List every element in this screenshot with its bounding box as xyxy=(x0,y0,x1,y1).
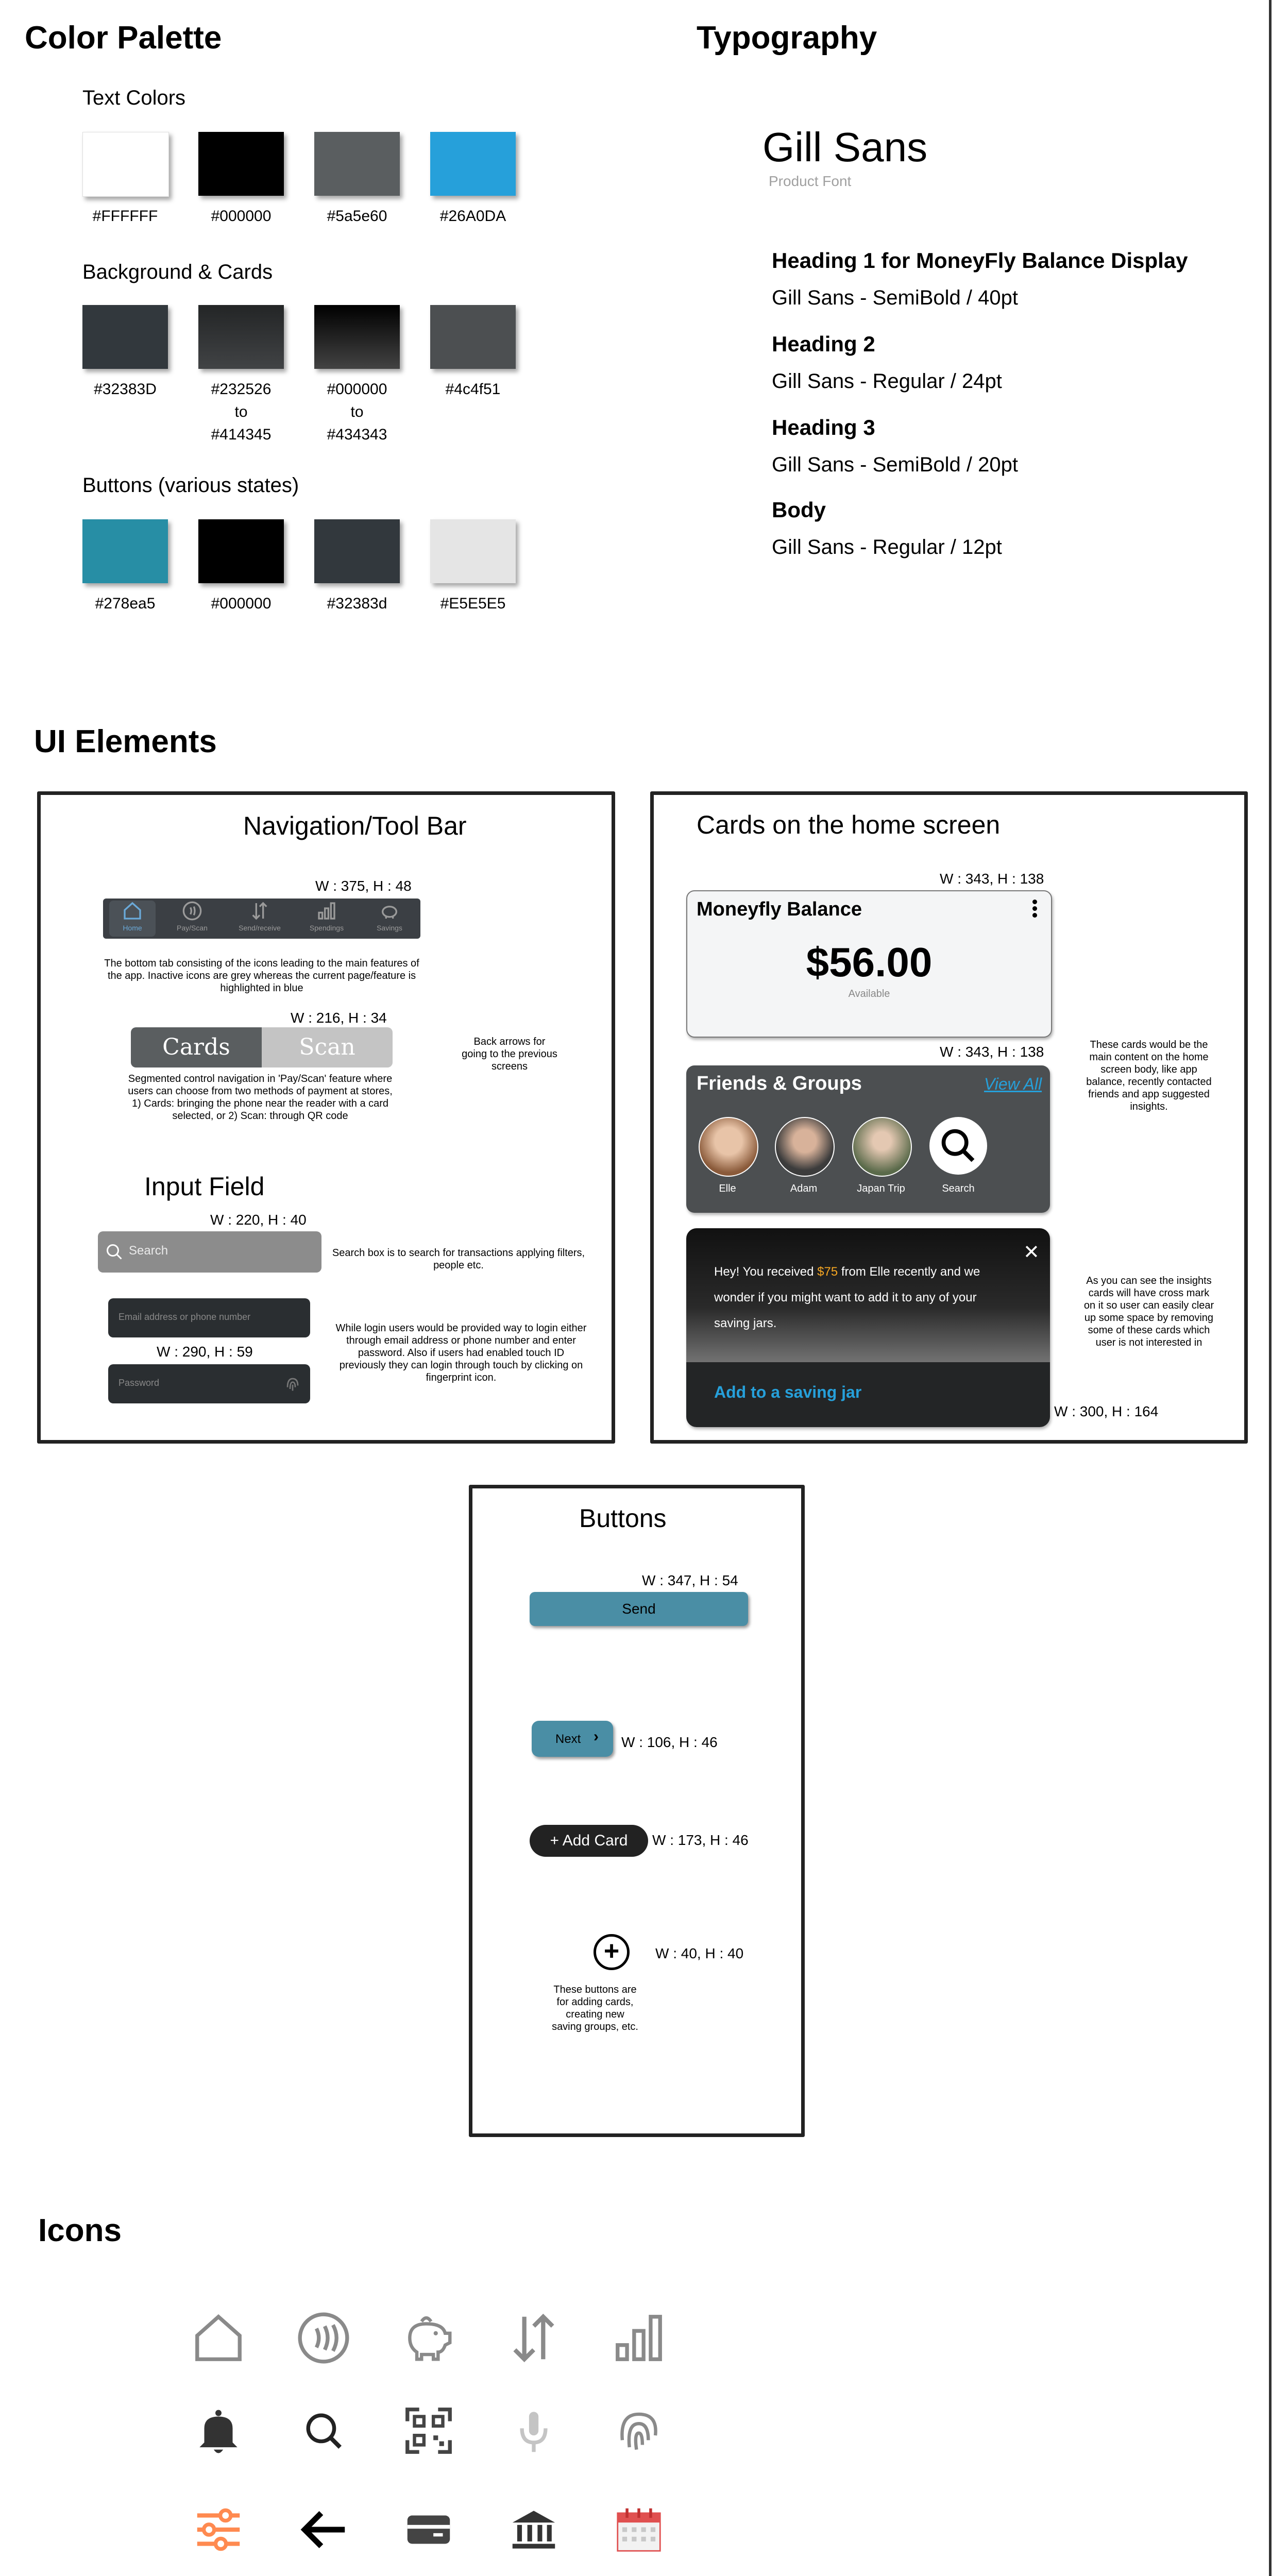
card-icon xyxy=(398,2499,460,2561)
email-placeholder: Email address or phone number xyxy=(118,1312,251,1322)
tab-pay-scan[interactable] xyxy=(170,901,214,932)
balance-card[interactable] xyxy=(686,890,1052,1038)
dimension-label: W : 347, H : 54 xyxy=(642,1572,738,1588)
swatch-label: #000000 xyxy=(211,595,272,612)
font-name: Gill Sans xyxy=(762,124,928,170)
more-options-icon[interactable] xyxy=(1029,897,1040,920)
dimension-label: W : 106, H : 46 xyxy=(621,1734,718,1750)
cards-note: These cards would be the main content on the home screen body, like app balance, recently contacted friends and app suggested insights. xyxy=(1086,1039,1212,1112)
search-placeholder: Search xyxy=(129,1244,168,1258)
swatch-label: #4c4f51 xyxy=(445,381,501,398)
swatch-label: #FFFFFF xyxy=(92,208,158,225)
typo-heading: Heading 2 xyxy=(772,332,875,356)
email-field[interactable] xyxy=(108,1298,310,1337)
chevron-right-icon: › xyxy=(594,1728,599,1745)
buttons-states-label: Buttons (various states) xyxy=(82,474,299,497)
swatch-label: #26A0DA xyxy=(439,208,506,225)
qr-code-icon xyxy=(398,2400,460,2462)
plus-button[interactable]: + xyxy=(594,1934,630,1970)
typo-spec: Gill Sans - SemiBold / 20pt xyxy=(772,453,1018,476)
friends-title: Friends & Groups xyxy=(697,1073,862,1094)
swatch-light xyxy=(430,519,516,583)
swatch-label: #000000 xyxy=(211,208,272,225)
tab-label: Savings xyxy=(377,924,402,932)
send-button[interactable]: Send xyxy=(530,1592,748,1626)
swatch-teal xyxy=(82,519,168,583)
input-field-title: Input Field xyxy=(144,1172,265,1201)
typo-spec: Gill Sans - Regular / 12pt xyxy=(772,536,1002,558)
microphone-icon xyxy=(503,2400,565,2462)
swatch-black xyxy=(198,519,284,583)
transfer-arrows-icon xyxy=(503,2307,565,2369)
background-cards-label: Background & Cards xyxy=(82,261,273,283)
tab-label: Pay/Scan xyxy=(177,924,208,932)
bar-chart-icon xyxy=(608,2307,670,2369)
typo-heading: Body xyxy=(772,498,826,522)
dimension-label: W : 300, H : 164 xyxy=(1054,1403,1159,1419)
typography-title: Typography xyxy=(697,20,877,56)
swatch-label: #278ea5 xyxy=(95,595,156,612)
avatar[interactable] xyxy=(775,1117,835,1177)
bell-icon xyxy=(188,2400,249,2462)
next-button[interactable] xyxy=(532,1721,613,1757)
tab-spendings[interactable] xyxy=(301,901,352,932)
search-icon xyxy=(105,1243,124,1261)
insight-card xyxy=(686,1228,1050,1427)
swatch-label: #000000 to #434343 xyxy=(327,381,387,443)
dimension-label: W : 173, H : 46 xyxy=(652,1832,749,1848)
segment-scan[interactable]: Scan xyxy=(262,1027,393,1067)
next-label: Next xyxy=(555,1732,581,1746)
search-note: Search box is to search for transactions applying filters, people etc. xyxy=(332,1247,585,1271)
plus-note: These buttons are for adding cards, creating new saving groups, etc. xyxy=(552,1984,638,2032)
fingerprint-icon xyxy=(608,2400,670,2462)
avatar[interactable] xyxy=(852,1117,912,1177)
home-icon xyxy=(188,2307,249,2369)
friend-name: Search xyxy=(942,1183,975,1194)
nav-box-title: Navigation/Tool Bar xyxy=(243,811,467,840)
swatch-gradient-grey xyxy=(198,305,284,369)
swatch-gradient-black xyxy=(314,305,400,369)
close-icon[interactable]: ✕ xyxy=(1023,1242,1040,1263)
ui-elements-title: UI Elements xyxy=(34,724,217,759)
friend-name: Japan Trip xyxy=(857,1183,905,1194)
transfer-arrows-icon xyxy=(249,901,270,921)
search-icon xyxy=(939,1126,978,1165)
tab-home[interactable] xyxy=(110,901,155,932)
dimension-label: W : 220, H : 40 xyxy=(210,1212,307,1228)
typo-spec: Gill Sans - Regular / 24pt xyxy=(772,370,1002,393)
swatch-white xyxy=(82,132,169,197)
add-card-button[interactable]: + Add Card xyxy=(530,1825,648,1857)
swatch-dark xyxy=(82,305,168,369)
fingerprint-icon[interactable] xyxy=(282,1374,303,1394)
password-placeholder: Password xyxy=(118,1378,160,1388)
dimension-label: W : 375, H : 48 xyxy=(315,878,412,894)
avatar[interactable] xyxy=(699,1117,758,1177)
swatch-blue xyxy=(430,132,516,196)
tab-label: Send/receive xyxy=(239,924,281,932)
add-to-jar-button[interactable]: Add to a saving jar xyxy=(714,1383,862,1401)
dimension-label: W : 343, H : 138 xyxy=(940,871,1044,887)
balance-title: Moneyfly Balance xyxy=(697,899,862,920)
text-colors-label: Text Colors xyxy=(82,87,186,109)
segment-cards[interactable]: Cards xyxy=(131,1027,262,1067)
balance-caption: Available xyxy=(848,988,890,999)
dimension-label: W : 40, H : 40 xyxy=(655,1945,744,1961)
swatch-label: #32383d xyxy=(327,595,387,612)
search-friends-button[interactable] xyxy=(929,1117,987,1175)
tab-savings[interactable] xyxy=(364,901,415,932)
swatch-dark xyxy=(314,519,400,583)
swatch-black xyxy=(198,132,284,196)
insight-note: As you can see the insights cards will have cross mark on it so user can easily clear up some space by removing some of these cards which user is not interested in xyxy=(1083,1275,1214,1348)
cards-box-title: Cards on the home screen xyxy=(697,810,1001,839)
typo-heading: Heading 1 for MoneyFly Balance Display xyxy=(772,248,1188,273)
dimension-label: W : 290, H : 59 xyxy=(157,1344,253,1360)
login-note: While login users would be provided way to login either through email address or phone number and enter password. Also if users had enabled touch ID previously they can login through touch by clicking on fingerprint icon. xyxy=(335,1323,587,1383)
typo-spec: Gill Sans - SemiBold / 40pt xyxy=(772,286,1018,309)
search-input[interactable] xyxy=(98,1231,321,1273)
buttons-box xyxy=(469,1485,805,2137)
swatch-label: #E5E5E5 xyxy=(440,595,506,612)
piggy-bank-icon xyxy=(379,901,400,921)
insight-message: Hey! You received $75 from Elle recently and we wonder if you might want to add it to any of your saving jars. xyxy=(714,1265,980,1330)
piggy-bank-icon xyxy=(398,2307,460,2369)
tab-label: Home xyxy=(123,924,142,932)
dimension-label: W : 343, H : 138 xyxy=(940,1044,1044,1060)
palette-title: Color Palette xyxy=(25,20,222,56)
swatch-slate xyxy=(430,305,516,369)
filter-sliders-icon xyxy=(188,2499,249,2561)
bottom-tab-bar xyxy=(103,899,420,939)
segment-note: Segmented control navigation in 'Pay/Scan' feature where users can choose from two methods of payment at stores, 1) Cards: bringing the phone near the reader with a card selected, or 2) Scan: through QR code xyxy=(128,1073,393,1122)
tab-send-receive[interactable] xyxy=(234,901,285,932)
back-arrow-note: Back arrows for going to the previous screens xyxy=(462,1036,557,1072)
balance-amount: $56.00 xyxy=(806,939,933,985)
password-field[interactable] xyxy=(108,1364,310,1403)
swatch-label: #232526 to #414345 xyxy=(211,381,272,443)
typo-heading: Heading 3 xyxy=(772,415,875,439)
back-arrow-icon xyxy=(293,2499,354,2561)
search-icon xyxy=(293,2400,354,2462)
friend-name: Elle xyxy=(719,1183,736,1194)
tab-bar-note: The bottom tab consisting of the icons leading to the main features of the app. Inactive icons are grey whereas the current page/feature is highlighted in blue xyxy=(104,958,419,994)
swatch-grey xyxy=(314,132,400,196)
view-all-link[interactable]: View All xyxy=(984,1075,1042,1093)
bar-chart-icon xyxy=(316,901,337,921)
home-icon xyxy=(122,901,143,921)
dimension-label: W : 216, H : 34 xyxy=(291,1010,387,1026)
icons-title: Icons xyxy=(38,2213,122,2248)
friend-name: Adam xyxy=(790,1183,818,1194)
swatch-label: #32383D xyxy=(94,381,157,398)
swatch-label: #5a5e60 xyxy=(327,208,387,225)
buttons-box-title: Buttons xyxy=(579,1504,667,1533)
tab-label: Spendings xyxy=(309,924,344,932)
contactless-icon xyxy=(293,2307,354,2369)
font-caption: Product Font xyxy=(769,173,852,189)
friends-card xyxy=(686,1065,1050,1213)
calendar-icon xyxy=(608,2499,670,2561)
bank-icon xyxy=(503,2499,565,2561)
contactless-icon xyxy=(182,901,202,921)
